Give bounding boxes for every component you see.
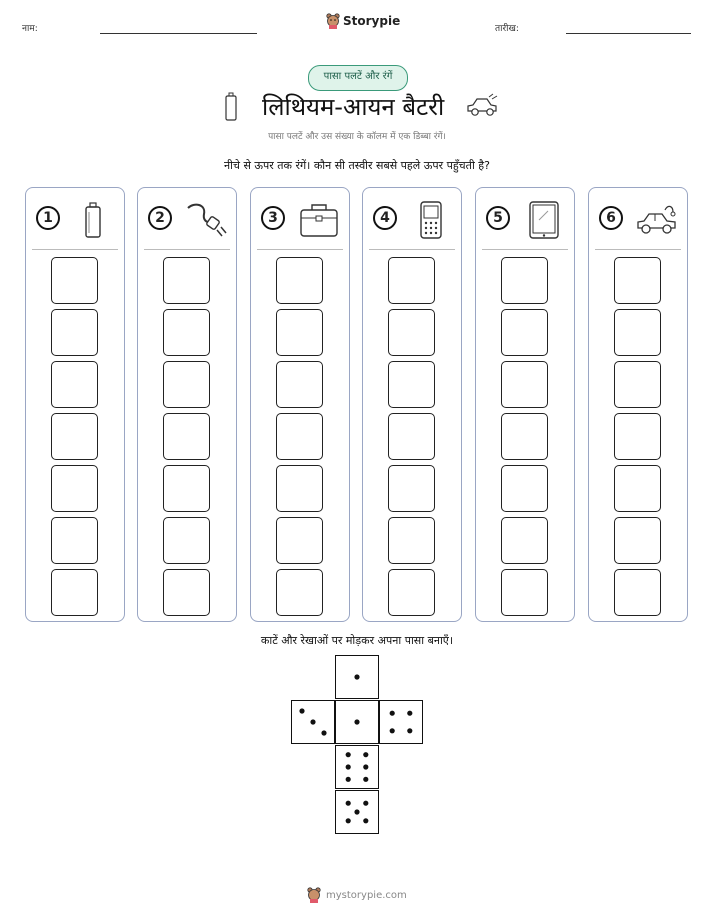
page-title: लिथियम-आयन बैटरी	[262, 93, 445, 121]
dice-pip	[390, 711, 395, 716]
color-box[interactable]	[51, 413, 98, 460]
bear-logo-icon	[326, 13, 340, 29]
column-4	[362, 187, 462, 622]
color-box[interactable]	[276, 361, 323, 408]
brand-logo	[326, 13, 400, 29]
dice-pip	[299, 708, 304, 713]
column-divider	[482, 249, 568, 250]
column-divider	[257, 249, 343, 250]
cut-instruction: काटें और रेखाओं पर मोड़कर अपना पासा बनाएँ।	[260, 634, 454, 647]
dice-face-5	[335, 790, 379, 834]
color-box[interactable]	[501, 569, 548, 616]
date-label: तारीख:	[495, 24, 519, 34]
color-box[interactable]	[51, 569, 98, 616]
column-3	[250, 187, 350, 622]
column-divider	[32, 249, 118, 250]
dice-pip	[363, 764, 368, 769]
dice-pip	[354, 674, 359, 679]
dice-pip	[363, 777, 368, 782]
color-box[interactable]	[388, 569, 435, 616]
color-box[interactable]	[614, 569, 661, 616]
column-number: 6	[599, 206, 623, 230]
column-number: 1	[36, 206, 60, 230]
color-box[interactable]	[388, 465, 435, 512]
name-label: नाम:	[22, 24, 38, 34]
column-number: 3	[261, 206, 285, 230]
column-number: 2	[148, 206, 172, 230]
footer	[306, 887, 407, 903]
electric-car-icon	[635, 200, 679, 240]
footer-url: mystorypie.com	[326, 889, 407, 901]
activity-badge: पासा पलटें और रंगें	[308, 65, 408, 91]
color-box[interactable]	[501, 465, 548, 512]
cell-phone-icon	[409, 200, 453, 240]
color-box[interactable]	[614, 465, 661, 512]
bear-logo-icon	[306, 887, 322, 903]
column-divider	[369, 249, 455, 250]
electric-car-icon	[465, 93, 499, 119]
column-5	[475, 187, 575, 622]
color-box[interactable]	[614, 517, 661, 564]
color-box[interactable]	[51, 257, 98, 304]
dice-face-4	[379, 700, 423, 744]
dice-face-1	[335, 700, 379, 744]
color-box[interactable]	[51, 465, 98, 512]
color-box[interactable]	[501, 309, 548, 356]
color-box[interactable]	[163, 569, 210, 616]
dice-face-1	[335, 655, 379, 699]
color-box[interactable]	[51, 361, 98, 408]
color-box[interactable]	[614, 413, 661, 460]
dice-pip	[354, 719, 359, 724]
subtitle: पासा पलटें और उस संख्या के कॉलम में एक डिब्बा रंगें।	[268, 132, 446, 142]
color-box[interactable]	[276, 413, 323, 460]
plug-icon	[184, 200, 228, 240]
dice-pip	[407, 711, 412, 716]
color-box[interactable]	[614, 257, 661, 304]
color-box[interactable]	[163, 257, 210, 304]
color-box[interactable]	[614, 309, 661, 356]
dice-pip	[346, 777, 351, 782]
column-number: 4	[373, 206, 397, 230]
dice-pip	[354, 809, 359, 814]
column-number: 5	[486, 206, 510, 230]
dice-pip	[346, 752, 351, 757]
color-box[interactable]	[614, 361, 661, 408]
color-box[interactable]	[51, 517, 98, 564]
color-box[interactable]	[276, 517, 323, 564]
color-box[interactable]	[163, 413, 210, 460]
name-line	[100, 33, 257, 34]
color-box[interactable]	[388, 257, 435, 304]
lunchbox-icon	[297, 200, 341, 240]
color-box[interactable]	[501, 257, 548, 304]
color-box[interactable]	[501, 517, 548, 564]
dice-pip	[363, 752, 368, 757]
color-box[interactable]	[163, 309, 210, 356]
color-box[interactable]	[276, 309, 323, 356]
color-box[interactable]	[388, 413, 435, 460]
color-box[interactable]	[276, 569, 323, 616]
dice-pip	[363, 818, 368, 823]
color-box[interactable]	[51, 309, 98, 356]
column-2	[137, 187, 237, 622]
color-box[interactable]	[163, 517, 210, 564]
color-box[interactable]	[388, 361, 435, 408]
column-divider	[595, 249, 681, 250]
date-line	[566, 33, 691, 34]
brand-name: Storypie	[343, 14, 401, 28]
dice-face-6	[335, 745, 379, 789]
color-box[interactable]	[501, 413, 548, 460]
color-box[interactable]	[501, 361, 548, 408]
color-box[interactable]	[276, 465, 323, 512]
column-divider	[144, 249, 230, 250]
dice-pip	[390, 728, 395, 733]
color-box[interactable]	[163, 465, 210, 512]
tablet-icon	[522, 200, 566, 240]
dice-face-3	[291, 700, 335, 744]
dice-pip	[407, 728, 412, 733]
dice-pip	[310, 719, 315, 724]
dice-pip	[363, 801, 368, 806]
color-box[interactable]	[388, 517, 435, 564]
dice-pip	[321, 730, 326, 735]
dice-pip	[346, 801, 351, 806]
color-box[interactable]	[163, 361, 210, 408]
dice-pip	[346, 764, 351, 769]
dice-pip	[346, 818, 351, 823]
instruction: नीचे से ऊपर तक रंगें। कौन सी तस्वीर सबसे पहले ऊपर पहुँचती है?	[224, 159, 490, 172]
column-6	[588, 187, 688, 622]
battery-icon	[72, 200, 116, 240]
color-box[interactable]	[388, 309, 435, 356]
color-box[interactable]	[276, 257, 323, 304]
column-1	[25, 187, 125, 622]
battery-icon	[224, 92, 238, 122]
